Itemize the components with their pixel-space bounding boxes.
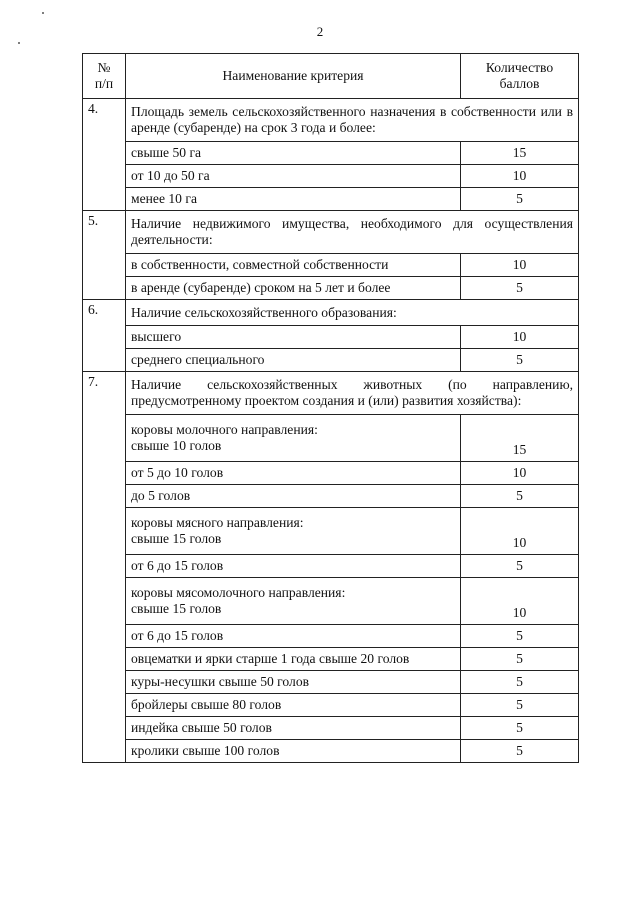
table-row bbox=[83, 648, 579, 671]
criteria-table bbox=[82, 53, 579, 763]
table-row bbox=[83, 188, 579, 211]
table-row bbox=[83, 625, 579, 648]
scan-speck bbox=[42, 12, 44, 14]
criterion-score: 10 bbox=[461, 165, 579, 188]
subgroup-heading: коровы молочного направления: bbox=[131, 422, 318, 437]
criterion-label: свыше 50 га bbox=[126, 142, 461, 165]
table-row bbox=[83, 415, 579, 462]
section-title: Наличие сельскохозяйственных животных (по направлению, предусмотренному проектом создания и (или) развития хозяйства): bbox=[126, 372, 579, 415]
criterion-label: от 5 до 10 голов bbox=[126, 462, 461, 485]
criterion-score: 5 bbox=[461, 694, 579, 717]
criterion-score: 10 bbox=[461, 326, 579, 349]
criterion-score: 5 bbox=[461, 349, 579, 372]
criterion-score: 10 bbox=[461, 254, 579, 277]
table-row bbox=[83, 694, 579, 717]
criterion-score: 5 bbox=[461, 717, 579, 740]
section-row bbox=[83, 99, 579, 142]
section-title: Площадь земель сельскохозяйственного назначения в собственности или в аренде (субаренде) на срок 3 года и более: bbox=[126, 99, 579, 142]
section-title: Наличие недвижимого имущества, необходимого для осуществления деятельности: bbox=[126, 211, 579, 254]
criterion-score: 15 bbox=[461, 142, 579, 165]
criterion-score: 5 bbox=[461, 648, 579, 671]
table-row bbox=[83, 508, 579, 555]
table-row bbox=[83, 165, 579, 188]
criterion-label: от 6 до 15 голов bbox=[126, 625, 461, 648]
section-number: 4. bbox=[83, 99, 126, 211]
scan-speck bbox=[18, 42, 20, 44]
criterion-label: в собственности, совместной собственности bbox=[126, 254, 461, 277]
header-score: Количество баллов bbox=[461, 54, 579, 99]
section-number: 5. bbox=[83, 211, 126, 300]
header-number: № п/п bbox=[83, 54, 126, 99]
table-row bbox=[83, 717, 579, 740]
criterion-score: 5 bbox=[461, 277, 579, 300]
table-row bbox=[83, 277, 579, 300]
table-row bbox=[83, 671, 579, 694]
table-row bbox=[83, 485, 579, 508]
subgroup-heading: коровы мясомолочного направления: bbox=[131, 585, 346, 600]
table-row bbox=[83, 555, 579, 578]
criterion-label: высшего bbox=[126, 326, 461, 349]
criterion-label: коровы мясного направления: свыше 15 голов bbox=[126, 508, 461, 555]
table-row bbox=[83, 142, 579, 165]
criterion-label: индейка свыше 50 голов bbox=[126, 717, 461, 740]
table-row bbox=[83, 254, 579, 277]
criterion-score: 5 bbox=[461, 671, 579, 694]
criterion-label: бройлеры свыше 80 голов bbox=[126, 694, 461, 717]
criterion-label: коровы мясомолочного направления: свыше 15 голов bbox=[126, 578, 461, 625]
section-number: 6. bbox=[83, 300, 126, 372]
section-number: 7. bbox=[83, 372, 126, 763]
criterion-label: от 6 до 15 голов bbox=[126, 555, 461, 578]
criterion-score: 10 bbox=[461, 578, 579, 625]
criterion-score: 5 bbox=[461, 188, 579, 211]
criterion-label: от 10 до 50 га bbox=[126, 165, 461, 188]
table-row bbox=[83, 740, 579, 763]
criterion-score: 5 bbox=[461, 485, 579, 508]
criterion-label: менее 10 га bbox=[126, 188, 461, 211]
criterion-score: 10 bbox=[461, 462, 579, 485]
criterion-score: 5 bbox=[461, 555, 579, 578]
table-row bbox=[83, 326, 579, 349]
criterion-score: 10 bbox=[461, 508, 579, 555]
section-row bbox=[83, 300, 579, 326]
table-row bbox=[83, 578, 579, 625]
criterion-score: 15 bbox=[461, 415, 579, 462]
criterion-label: овцематки и ярки старше 1 года свыше 20 голов bbox=[126, 648, 461, 671]
criterion-label: куры-несушки свыше 50 голов bbox=[126, 671, 461, 694]
criterion-label: среднего специального bbox=[126, 349, 461, 372]
criterion-score: 5 bbox=[461, 740, 579, 763]
table-header-row bbox=[83, 54, 579, 99]
section-row bbox=[83, 372, 579, 415]
criterion-label: кролики свыше 100 голов bbox=[126, 740, 461, 763]
header-criterion-name: Наименование критерия bbox=[126, 54, 461, 99]
page-number: 2 bbox=[316, 24, 324, 39]
table-row bbox=[83, 462, 579, 485]
criterion-label: до 5 голов bbox=[126, 485, 461, 508]
table-row bbox=[83, 349, 579, 372]
criterion-score: 5 bbox=[461, 625, 579, 648]
section-title: Наличие сельскохозяйственного образования: bbox=[126, 300, 579, 326]
criterion-label: коровы молочного направления: свыше 10 голов bbox=[126, 415, 461, 462]
criterion-label: в аренде (субаренде) сроком на 5 лет и более bbox=[126, 277, 461, 300]
section-row bbox=[83, 211, 579, 254]
subgroup-heading: коровы мясного направления: bbox=[131, 515, 304, 530]
